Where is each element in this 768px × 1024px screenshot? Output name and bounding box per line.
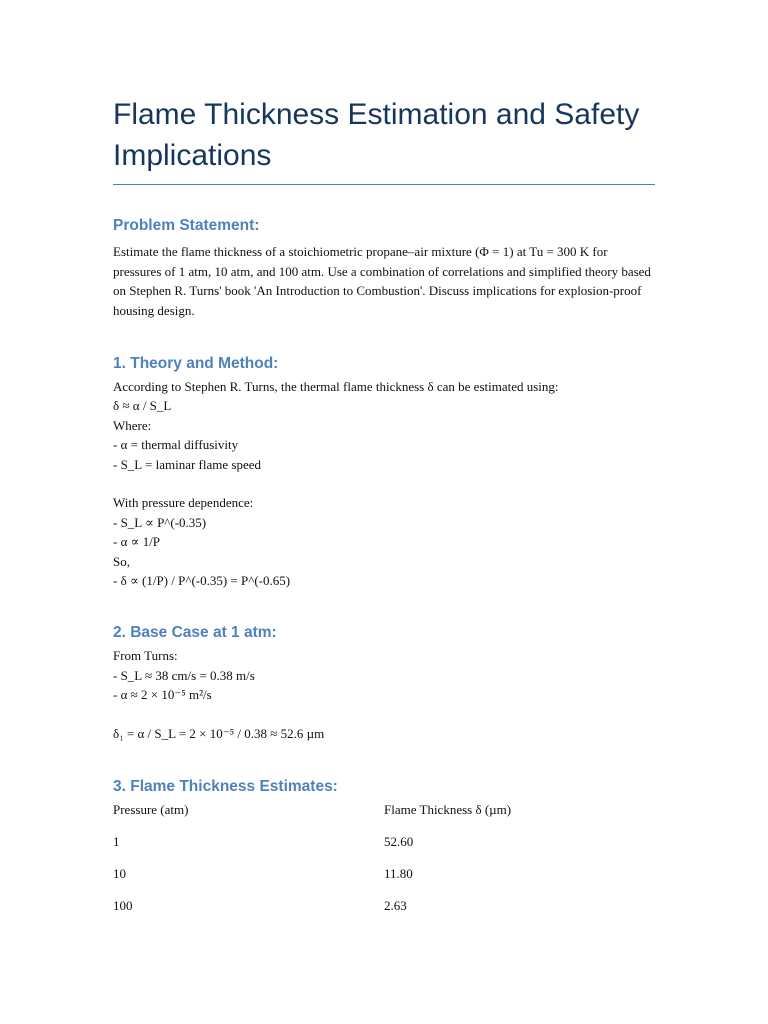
thickness-cell: 52.60 [384,834,414,850]
problem-statement-heading: Problem Statement: [113,217,260,234]
base-case-line: δ₁ = α / S_L = 2 × 10⁻⁵ / 0.38 ≈ 52.6 µm [113,726,325,742]
base-case-line [113,705,655,724]
base-case-line: From Turns: [113,648,178,664]
pressure-cell: 100 [113,898,133,914]
estimates-table [113,800,655,928]
base-case-line: - S_L ≈ 38 cm/s = 0.38 m/s [113,667,255,683]
title-divider [113,184,655,185]
table-row [113,832,655,864]
theory-line: δ ≈ α / S_L [113,398,172,414]
theory-line: Where: [113,417,152,433]
pressure-cell: 10 [113,866,126,882]
estimates-heading: 3. Flame Thickness Estimates: [113,778,338,796]
base-case-heading: 2. Base Case at 1 atm: [113,624,277,642]
theory-line [113,474,655,493]
document-page [113,94,655,928]
document-title: Flame Thickness Estimation and Safety Implications [113,98,640,172]
theory-body [113,377,655,590]
base-case-body [113,646,655,743]
pressure-cell: 1 [113,834,120,850]
theory-line: With pressure dependence: [113,495,254,511]
thickness-cell: 2.63 [384,898,407,914]
table-header-row [113,800,655,832]
theory-line: So, [113,553,130,569]
theory-heading: 1. Theory and Method: [113,355,279,372]
theory-line: - δ ∝ (1/P) / P^(-0.35) = P^(-0.65) [113,573,291,589]
theory-line: According to Stephen R. Turns, the thermal flame thickness δ can be estimated using: [113,379,559,394]
table-row [113,864,655,896]
theory-line: - S_L = laminar flame speed [113,456,261,472]
theory-line: - S_L ∝ P^(-0.35) [113,514,207,530]
base-case-line: - α ≈ 2 × 10⁻⁵ m²/s [113,687,212,703]
theory-line: - α ∝ 1/P [113,534,161,550]
table-row [113,896,655,928]
column-header-thickness: Flame Thickness δ (µm) [384,802,512,818]
theory-line: - α = thermal diffusivity [113,437,239,453]
column-header-pressure: Pressure (atm) [113,802,189,818]
thickness-cell: 11.80 [384,866,413,882]
problem-statement-text: Estimate the flame thickness of a stoichiometric propane–air mixture (Φ = 1) at Tu = 300 K for pressures of 1 atm, 10 atm, and 100 atm. Use a combination of correlations and simplified theory based on Stephen R. Turns' book 'An Introduction to Combustion'. Discuss implications for explosion-proof housing design. [113,244,651,318]
